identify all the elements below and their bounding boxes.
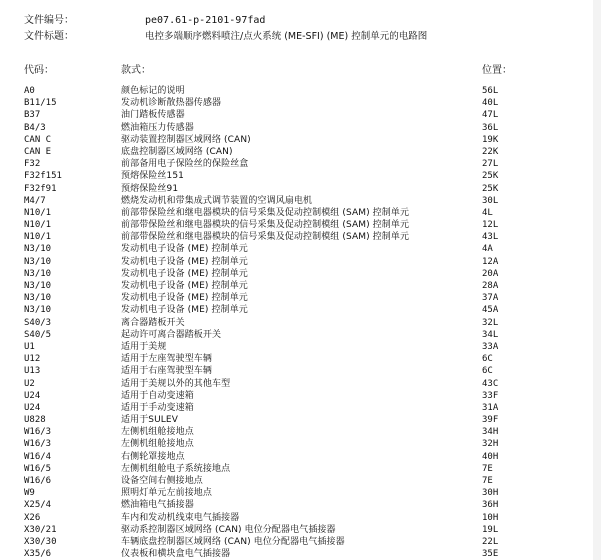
- row-code: X30/21: [24, 524, 57, 535]
- row-position: 22L: [482, 536, 499, 547]
- row-description: 左侧机组舱电子系统接地点: [121, 463, 231, 474]
- row-description: 起动许可离合器踏板开关: [121, 329, 222, 340]
- row-position: 30H: [482, 488, 499, 499]
- table-row: [0, 243, 601, 255]
- row-code: W16/3: [24, 439, 52, 450]
- row-description: 发动机电子设备 (ME) 控制单元: [121, 305, 248, 316]
- row-position: 34L: [482, 329, 499, 340]
- row-position: 43L: [482, 232, 499, 243]
- table-row: [0, 146, 601, 158]
- row-position: 25K: [482, 171, 499, 182]
- row-description: 车内和发动机线束电气插接器: [121, 512, 240, 523]
- row-description: 前部带保险丝和继电器模块的信号采集及促动控制模组 (SAM) 控制单元: [121, 207, 410, 218]
- row-code: U1: [24, 341, 35, 352]
- row-description: 油门踏板传感器: [121, 110, 185, 121]
- row-description: 前部备用电子保险丝的保险丝盒: [121, 159, 249, 170]
- row-code: U24: [24, 390, 41, 401]
- row-code: M4/7: [24, 195, 46, 206]
- row-position: 47L: [482, 110, 499, 121]
- scrollbar-track[interactable]: [593, 0, 601, 560]
- row-position: 25K: [482, 183, 499, 194]
- doc-title-value: 电控多端顺序燃料喷注/点火系统 (ME-SFI) (ME) 控制单元的电路图: [145, 31, 428, 42]
- row-code: U24: [24, 402, 41, 413]
- row-description: 底盘控制器区域网络 (CAN): [121, 146, 233, 157]
- table-row: [0, 231, 601, 243]
- table-row: [0, 402, 601, 414]
- table-row: [0, 122, 601, 134]
- row-description: 发动机电子设备 (ME) 控制单元: [121, 256, 248, 267]
- row-position: 7E: [482, 476, 493, 486]
- column-header-position: 位置：: [482, 65, 512, 76]
- row-position: 40L: [482, 98, 499, 109]
- row-position: 37A: [482, 293, 499, 304]
- row-description: 发动机电子设备 (ME) 控制单元: [121, 268, 248, 279]
- table-row: [0, 329, 601, 341]
- table-row: [0, 317, 601, 329]
- row-position: 33F: [482, 390, 499, 401]
- row-code: B37: [24, 110, 41, 121]
- row-code: U2: [24, 378, 35, 389]
- table-row: [0, 463, 601, 475]
- table-row: [0, 365, 601, 377]
- row-position: 12L: [482, 220, 499, 231]
- row-description: 前部带保险丝和继电器模块的信号采集及促动控制模组 (SAM) 控制单元: [121, 220, 410, 231]
- table-row: [0, 195, 601, 207]
- row-position: 6C: [482, 366, 493, 377]
- row-position: 4A: [482, 244, 493, 255]
- row-code: B11/15: [24, 98, 57, 109]
- row-code: F32f91: [24, 183, 57, 194]
- row-position: 56L: [482, 86, 499, 96]
- row-code: X30/30: [24, 536, 57, 547]
- row-position: 36H: [482, 500, 499, 511]
- column-header-row: [0, 64, 601, 78]
- row-description: 适用于右座驾驶型车辆: [121, 366, 213, 377]
- table-row: [0, 280, 601, 292]
- table-row: [0, 268, 601, 280]
- row-description: 离合器踏板开关: [121, 317, 185, 328]
- component-list: [0, 85, 601, 560]
- table-row: [0, 438, 601, 450]
- row-code: U12: [24, 354, 41, 365]
- row-code: W9: [24, 488, 35, 499]
- row-description: 发动机诊断散热器传感器: [121, 98, 222, 109]
- row-description: 适用于SULEV: [121, 415, 178, 426]
- table-row: [0, 390, 601, 402]
- row-description: 左侧机组舱接地点: [121, 439, 194, 450]
- row-position: 4L: [482, 207, 493, 218]
- table-row: [0, 378, 601, 390]
- row-code: N3/10: [24, 293, 52, 304]
- row-position: 19L: [482, 524, 499, 535]
- row-position: 10H: [482, 512, 499, 523]
- row-description: 预熔保险丝91: [121, 183, 179, 194]
- row-position: 34H: [482, 427, 499, 438]
- row-position: 45A: [482, 305, 499, 316]
- row-code: N3/10: [24, 256, 52, 267]
- row-position: 32L: [482, 317, 499, 328]
- doc-number-value: pe07.61-p-2101-97fad: [145, 15, 266, 26]
- table-row: [0, 85, 601, 97]
- row-description: 适用于美规: [121, 341, 167, 352]
- table-row: [0, 414, 601, 426]
- row-position: 32H: [482, 439, 499, 450]
- row-code: S40/5: [24, 329, 52, 340]
- row-description: 仪表板和横块盒电气插接器: [121, 549, 231, 560]
- row-code: CAN C: [24, 134, 52, 145]
- table-row: [0, 134, 601, 146]
- table-row: [0, 426, 601, 438]
- table-row: [0, 304, 601, 316]
- row-code: U13: [24, 366, 41, 377]
- row-description: 发动机电子设备 (ME) 控制单元: [121, 244, 248, 255]
- row-position: 30L: [482, 195, 499, 206]
- row-position: 31A: [482, 402, 499, 413]
- table-row: [0, 109, 601, 121]
- row-position: 36L: [482, 122, 499, 133]
- row-description: 前部带保险丝和继电器模块的信号采集及促动控制模组 (SAM) 控制单元: [121, 232, 410, 243]
- row-position: 28A: [482, 281, 499, 291]
- row-position: 27L: [482, 159, 499, 170]
- row-code: U828: [24, 415, 46, 426]
- row-code: N3/10: [24, 244, 52, 255]
- column-header-description: 款式：: [121, 65, 151, 76]
- row-code: CAN E: [24, 146, 52, 157]
- row-position: 33A: [482, 341, 499, 352]
- table-row: [0, 158, 601, 170]
- table-row: [0, 341, 601, 353]
- row-position: 19K: [482, 134, 499, 145]
- row-description: 照明灯单元左前接地点: [121, 488, 213, 499]
- row-code: W16/4: [24, 451, 52, 462]
- row-description: 适用于美规以外的其他车型: [121, 378, 231, 389]
- row-code: N3/10: [24, 268, 52, 279]
- row-description: 颜色标记的说明: [121, 86, 185, 96]
- table-row: [0, 475, 601, 487]
- table-row: [0, 451, 601, 463]
- row-position: 35E: [482, 549, 499, 560]
- row-code: N3/10: [24, 281, 52, 291]
- row-position: 39F: [482, 415, 499, 426]
- table-row: [0, 256, 601, 268]
- row-code: X25/4: [24, 500, 52, 511]
- row-code: N10/1: [24, 220, 52, 231]
- table-row: [0, 183, 601, 195]
- row-description: 发动机电子设备 (ME) 控制单元: [121, 293, 248, 304]
- row-description: 适用于手动变速箱: [121, 402, 194, 413]
- row-code: N10/1: [24, 207, 52, 218]
- table-row: [0, 536, 601, 548]
- column-header-code: 代码：: [24, 65, 54, 76]
- table-row: [0, 548, 601, 560]
- row-code: W16/6: [24, 476, 52, 486]
- table-row: [0, 207, 601, 219]
- row-code: B4/3: [24, 122, 46, 133]
- table-row: [0, 170, 601, 182]
- row-description: 发动机电子设备 (ME) 控制单元: [121, 281, 248, 291]
- row-code: A0: [24, 86, 35, 96]
- row-code: F32f151: [24, 171, 62, 182]
- row-code: N3/10: [24, 305, 52, 316]
- row-code: X26: [24, 512, 41, 523]
- row-code: W16/5: [24, 463, 52, 474]
- table-row: [0, 487, 601, 499]
- row-position: 7E: [482, 463, 493, 474]
- row-code: W16/3: [24, 427, 52, 438]
- row-description: 燃油箱压力传感器: [121, 122, 194, 133]
- row-code: S40/3: [24, 317, 52, 328]
- row-description: 适用于左座驾驶型车辆: [121, 354, 213, 365]
- row-code: N10/1: [24, 232, 52, 243]
- row-position: 43C: [482, 378, 499, 389]
- row-description: 预熔保险丝151: [121, 171, 184, 182]
- row-description: 燃烧发动机和带集成式调节装置的空调风扇电机: [121, 195, 313, 206]
- row-description: 车辆底盘控制器区域网络 (CAN) 电位分配器电气插接器: [121, 536, 345, 547]
- table-row: [0, 353, 601, 365]
- row-position: 12A: [482, 256, 499, 267]
- row-position: 20A: [482, 268, 499, 279]
- row-description: 驱动装置控制器区域网络 (CAN): [121, 134, 251, 145]
- table-row: [0, 219, 601, 231]
- row-code: F32: [24, 159, 41, 170]
- row-description: 右侧轮罩接地点: [121, 451, 185, 462]
- row-code: X35/6: [24, 549, 52, 560]
- row-position: 22K: [482, 146, 499, 157]
- row-position: 40H: [482, 451, 499, 462]
- row-description: 左侧机组舱接地点: [121, 427, 194, 438]
- table-row: [0, 512, 601, 524]
- table-row: [0, 97, 601, 109]
- row-description: 设备空间右侧接地点: [121, 476, 203, 486]
- table-row: [0, 499, 601, 511]
- row-position: 6C: [482, 354, 493, 365]
- row-description: 燃油箱电气插接器: [121, 500, 194, 511]
- row-description: 适用于自动变速箱: [121, 390, 194, 401]
- row-description: 驱动系控制器区域网络 (CAN) 电位分配器电气插接器: [121, 524, 336, 535]
- table-row: [0, 292, 601, 304]
- table-row: [0, 524, 601, 536]
- doc-title-label: 文件标题：: [24, 31, 74, 42]
- doc-number-label: 文件编号：: [24, 15, 74, 26]
